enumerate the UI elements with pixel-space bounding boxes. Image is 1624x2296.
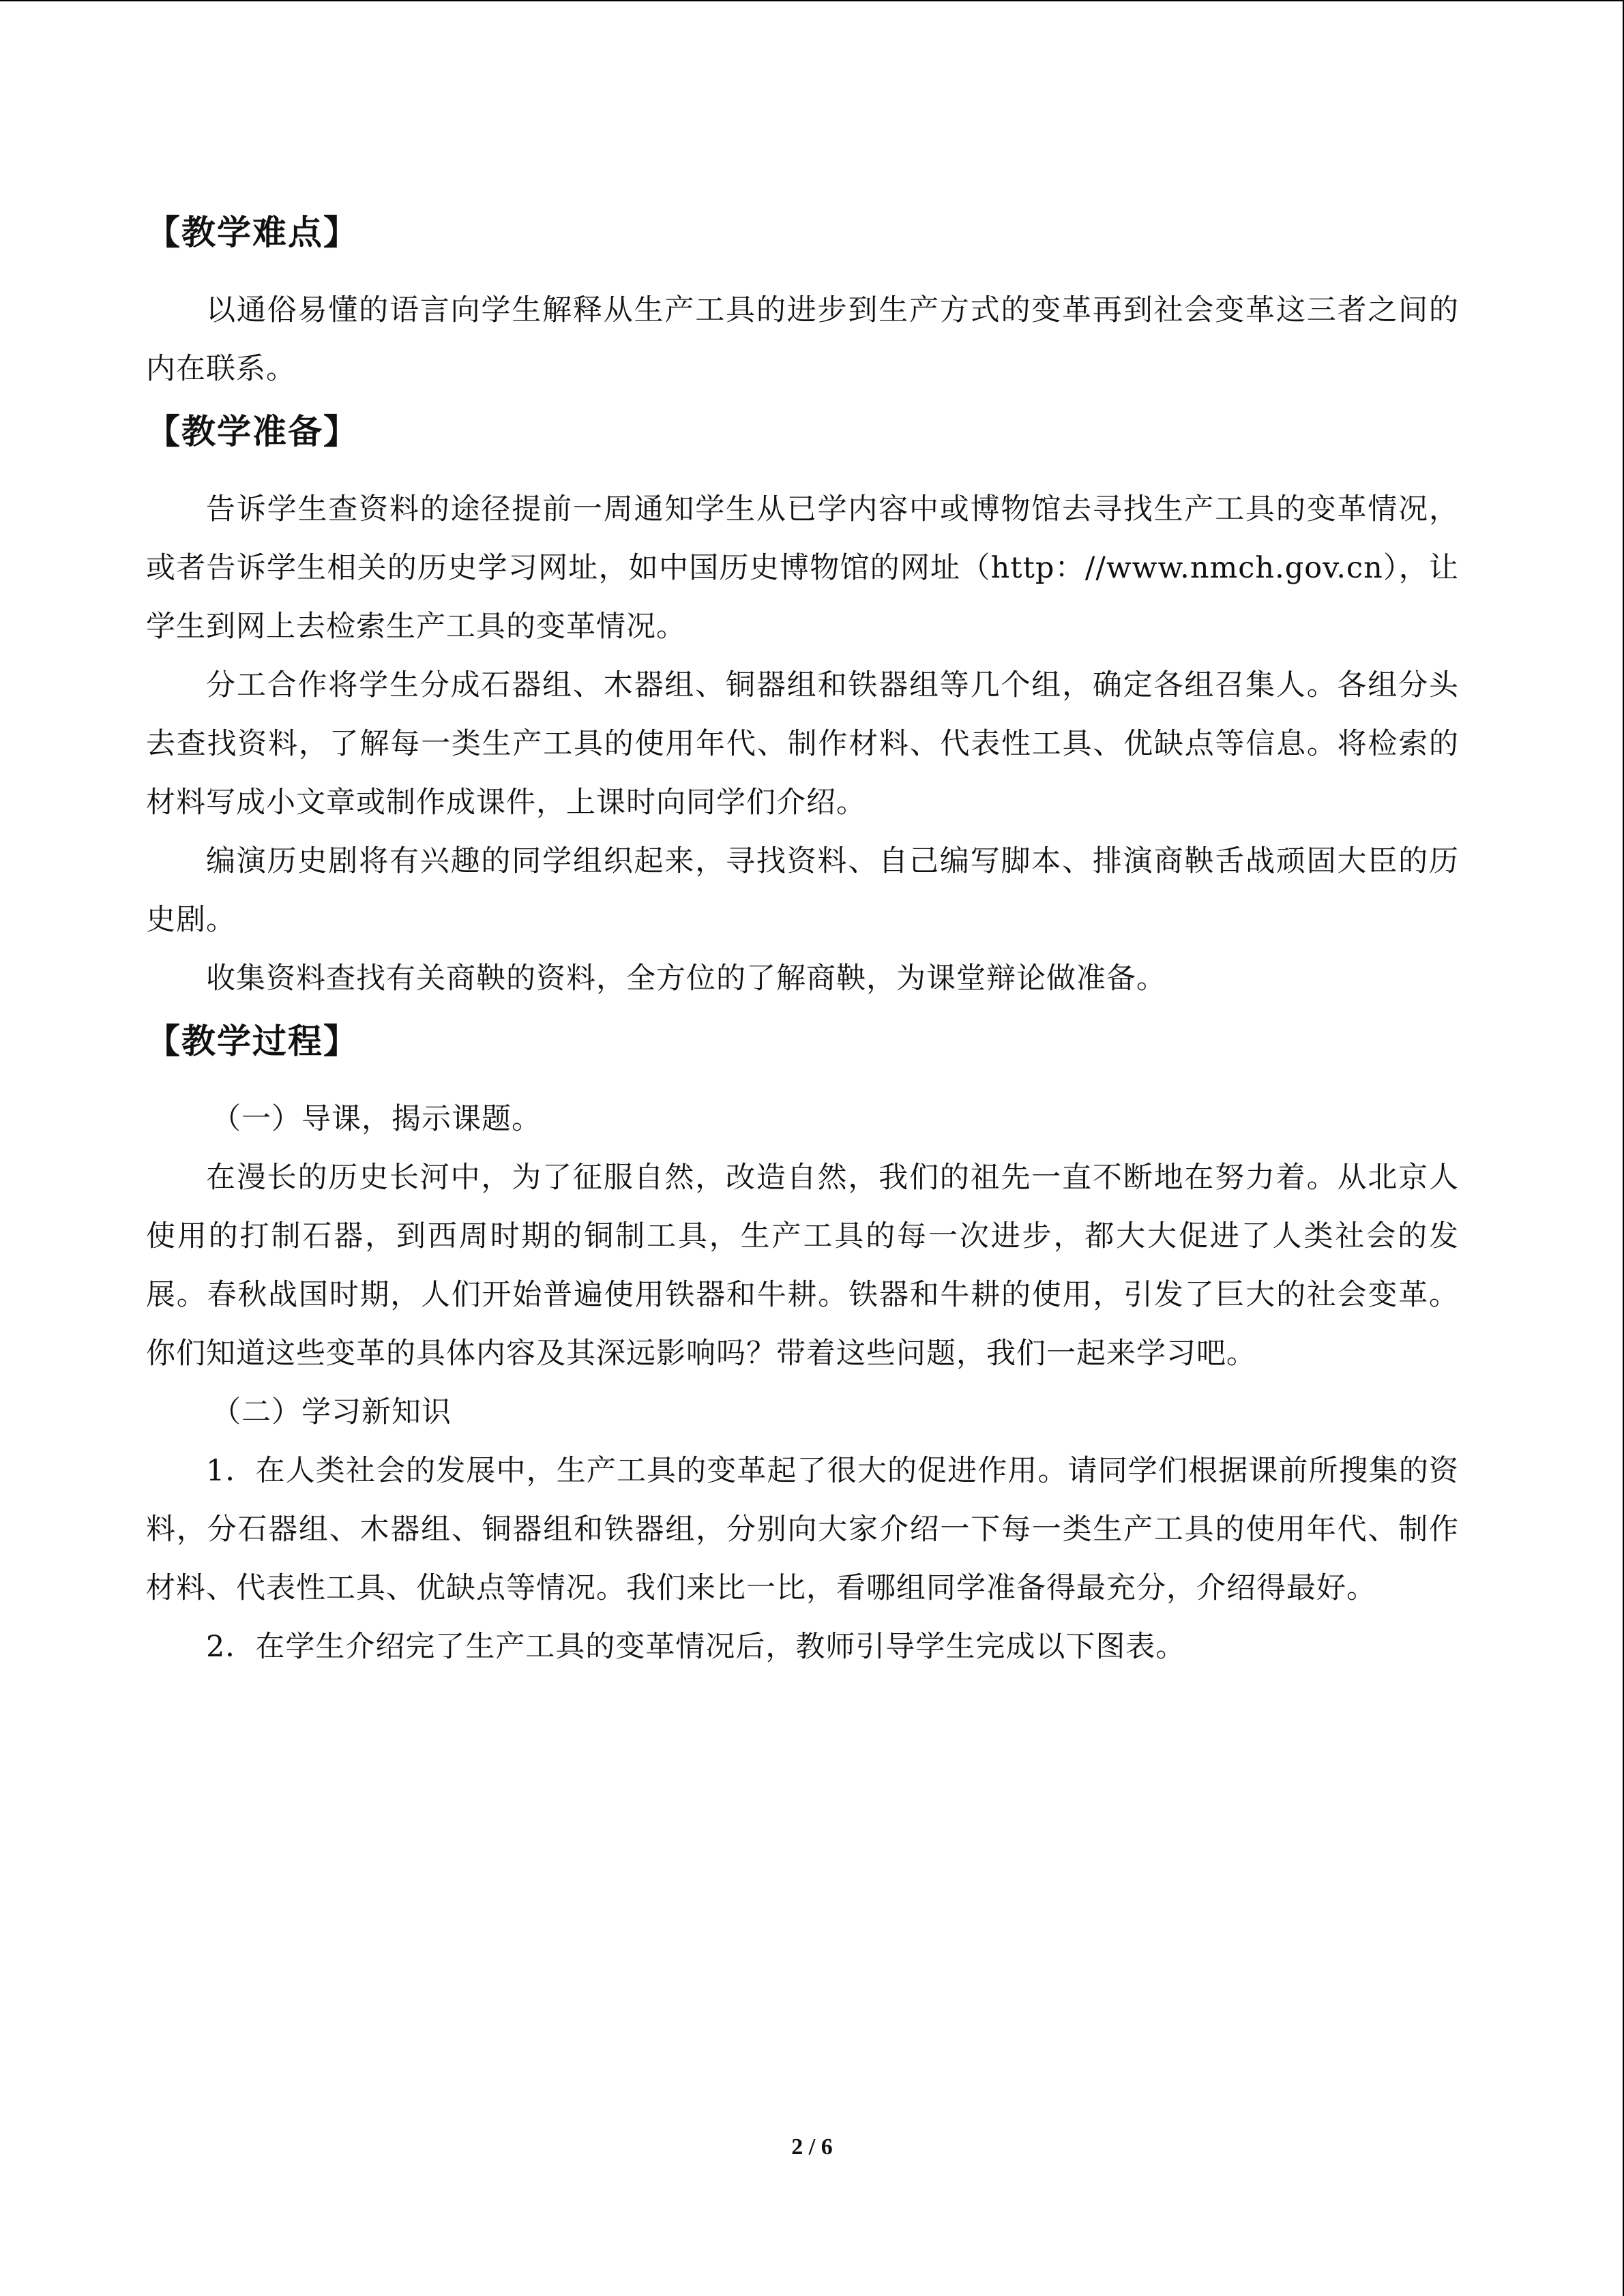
- spacer: [146, 398, 1459, 404]
- heading-teaching-preparation: 【教学准备】: [146, 412, 359, 451]
- preparation-paragraph-research: 收集资料查找有关商鞅的资料，全方位的了解商鞅，为课堂辩论做准备。: [206, 961, 1166, 996]
- spacer: [146, 260, 1459, 281]
- spacer: [146, 460, 1459, 480]
- document-body: [146, 205, 1459, 1676]
- heading-teaching-process: 【教学过程】: [146, 1022, 359, 1061]
- preparation-paragraph-resources: 告诉学生查资料的途径提前一周通知学生从已学内容中或博物馆去寻找生产工具的变革情况，或者告诉学生相关的历史学习网址，如中国历史博物馆的网址（http：//www.nmch.gov.cn），让学生到网上去检索生产工具的变革情况。: [146, 492, 1459, 644]
- process-intro-paragraph: 在漫长的历史长河中，为了征服自然，改造自然，我们的祖先一直不断地在努力着。从北京人使用的打制石器，到西周时期的铜制工具，生产工具的每一次进步，都大大促进了人类社会的发展。春秋战国时期，人们开始普遍使用铁器和牛耕。铁器和牛耕的使用，引发了巨大的社会变革。你们知道这些变革的具体内容及其深远影响吗？带着这些问题，我们一起来学习吧。: [146, 1161, 1459, 1371]
- process-item-2: 2．在学生介绍完了生产工具的变革情况后，教师引导学生完成以下图表。: [206, 1630, 1186, 1664]
- heading-teaching-difficulty: 【教学难点】: [146, 213, 359, 252]
- preparation-paragraph-drama: 编演历史剧将有兴趣的同学组织起来，寻找资料、自己编写脚本、排演商鞅舌战顽固大臣的历史剧。: [146, 844, 1459, 937]
- difficulty-paragraph: 以通俗易懂的语言向学生解释从生产工具的进步到生产方式的变革再到社会变革这三者之间的内在联系。: [146, 293, 1459, 386]
- process-step-new-knowledge-title: （二）学习新知识: [211, 1395, 452, 1429]
- process-step-intro-title: （一）导课，揭示课题。: [211, 1102, 542, 1136]
- spacer: [146, 1008, 1459, 1013]
- page-number: 2 / 6: [791, 2134, 833, 2160]
- preparation-paragraph-groups: 分工合作将学生分成石器组、木器组、铜器组和铁器组等几个组，确定各组召集人。各组分头去查找资料，了解每一类生产工具的使用年代、制作材料、代表性工具、优缺点等信息。将检索的材料写成小文章或制作成课件，上课时向同学们介绍。: [146, 668, 1459, 820]
- spacer: [146, 1069, 1459, 1090]
- process-item-1: 1．在人类社会的发展中，生产工具的变革起了很大的促进作用。请同学们根据课前所搜集的资料，分石器组、木器组、铜器组和铁器组，分别向大家介绍一下每一类生产工具的使用年代、制作材料、代表性工具、优缺点等情况。我们来比一比，看哪组同学准备得最充分，介绍得最好。: [146, 1454, 1459, 1605]
